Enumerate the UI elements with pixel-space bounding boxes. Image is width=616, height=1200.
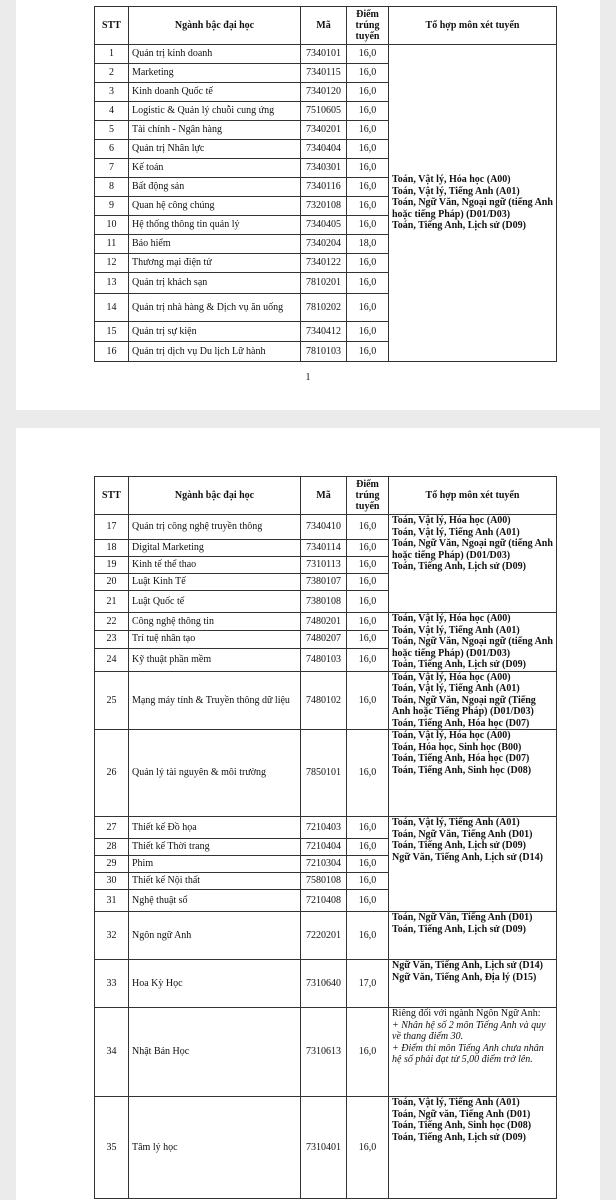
- table-header-row: [95, 7, 557, 45]
- table-row: [95, 730, 557, 817]
- major-code: 7340204: [301, 235, 347, 254]
- admission-score: 16,0: [347, 254, 389, 273]
- admission-table-2: [94, 476, 557, 1199]
- subject-combination: Toán, Vật lý, Tiếng Anh (A01): [392, 526, 520, 538]
- major-code: 7210404: [301, 839, 347, 856]
- major-name: Quản trị sự kiện: [129, 322, 301, 342]
- table-row: [95, 912, 557, 960]
- admission-score: 16,0: [347, 342, 389, 362]
- major-code: 7340410: [301, 515, 347, 540]
- row-number: 22: [95, 613, 129, 631]
- major-code: 7210304: [301, 856, 347, 873]
- major-code: 7310640: [301, 960, 347, 1008]
- admission-score: 16,0: [347, 648, 389, 671]
- major-name: Quản trị kinh doanh: [129, 45, 301, 64]
- subject-combination: Toán, Tiếng Anh, Sinh học (D08): [392, 1120, 532, 1131]
- page-number: 1: [305, 372, 311, 383]
- major-code: 7380108: [301, 591, 347, 613]
- major-code: 7210408: [301, 890, 347, 912]
- subject-combination: Toán, Tiếng Anh, Lịch sử (D09): [392, 561, 526, 572]
- major-name: Ngôn ngữ Anh: [129, 912, 301, 960]
- major-code: 7340405: [301, 216, 347, 235]
- header-ma: Mã: [301, 7, 347, 45]
- admission-score: 16,0: [347, 730, 389, 817]
- row-number: 30: [95, 873, 129, 890]
- header-stt: STT: [95, 477, 129, 515]
- subject-combination: Toán, Tiếng Anh, Lịch sử (D09): [392, 1131, 526, 1143]
- subject-combination: Toán, Vật lý, Hóa học (A00): [392, 671, 511, 683]
- row-number: 6: [95, 140, 129, 159]
- row-number: 13: [95, 273, 129, 294]
- subject-combination: Toán, Vật lý, Hóa học (A00): [392, 730, 511, 741]
- major-code: 7340412: [301, 322, 347, 342]
- row-number: 9: [95, 197, 129, 216]
- admission-score: 16,0: [347, 839, 389, 856]
- admission-score: 16,0: [347, 102, 389, 121]
- row-number: 25: [95, 671, 129, 730]
- major-name: Marketing: [129, 64, 301, 83]
- subject-combination: Toán, Vật lý, Tiếng Anh (A01): [392, 624, 520, 636]
- row-number: 8: [95, 178, 129, 197]
- admission-score: 16,0: [347, 64, 389, 83]
- major-name: Quản trị khách sạn: [129, 273, 301, 294]
- header-tohop: Tổ hợp môn xét tuyển: [389, 477, 557, 515]
- subject-combination: Toán, Ngữ văn, Tiếng Anh (D01): [392, 1108, 531, 1120]
- table-row: [95, 671, 557, 730]
- admission-score: 16,0: [347, 197, 389, 216]
- major-code: 7810201: [301, 273, 347, 294]
- admission-score: 16,0: [347, 1097, 389, 1199]
- admission-score: 16,0: [347, 540, 389, 557]
- subject-combination: Toán, Tiếng Anh, Hóa học (D07): [392, 753, 530, 764]
- row-number: 18: [95, 540, 129, 557]
- major-name: Phim: [129, 856, 301, 873]
- subject-combination: Toán, Tiếng Anh, Lịch sử (D09): [392, 923, 526, 935]
- major-code: 7310401: [301, 1097, 347, 1199]
- row-number: 11: [95, 235, 129, 254]
- table-row: [95, 45, 557, 64]
- subject-combination-cell: [389, 45, 557, 362]
- major-code: 7480102: [301, 671, 347, 730]
- row-number: 10: [95, 216, 129, 235]
- row-number: 28: [95, 839, 129, 856]
- major-name: Quản trị dịch vụ Du lịch Lữ hành: [129, 342, 301, 362]
- subject-combination: Toán, Ngữ Văn, Tiếng Anh (D01): [392, 912, 533, 923]
- note-item: + Nhân hệ số 2 môn Tiếng Anh và quy về thang điểm 30.: [392, 1019, 546, 1042]
- major-name: Nghệ thuật số: [129, 890, 301, 912]
- major-name: Digital Marketing: [129, 540, 301, 557]
- admission-score: 16,0: [347, 45, 389, 64]
- table-row: [95, 515, 557, 540]
- major-name: Kế toán: [129, 159, 301, 178]
- major-name: Quản trị công nghệ truyền thông: [129, 515, 301, 540]
- row-number: 5: [95, 121, 129, 140]
- english-note-cell: [389, 1008, 557, 1097]
- admission-score: 16,0: [347, 322, 389, 342]
- major-name: Kỹ thuật phần mềm: [129, 648, 301, 671]
- row-number: 23: [95, 630, 129, 648]
- subject-combination: Toán, Ngữ Văn, Tiếng Anh (D01): [392, 828, 533, 840]
- subject-combination: Toán, Vật lý, Hóa học (A00): [392, 613, 511, 624]
- subject-combination-cell: [389, 515, 557, 613]
- major-code: 7380107: [301, 574, 347, 591]
- row-number: 27: [95, 817, 129, 839]
- major-code: 7310113: [301, 557, 347, 574]
- subject-combination-cell: [389, 912, 557, 960]
- row-number: 35: [95, 1097, 129, 1199]
- row-number: 3: [95, 83, 129, 102]
- subject-combination: Toán, Vật lý, Hóa học (A00): [392, 515, 511, 526]
- subject-combination: Toán, Vật lý, Tiếng Anh (A01): [392, 817, 520, 828]
- major-code: 7310613: [301, 1008, 347, 1097]
- major-name: Luật Quốc tế: [129, 591, 301, 613]
- row-number: 29: [95, 856, 129, 873]
- subject-combination-cell: [389, 730, 557, 817]
- admission-score: 16,0: [347, 140, 389, 159]
- row-number: 32: [95, 912, 129, 960]
- header-diem: Điểm trúng tuyển: [347, 477, 389, 515]
- major-code: 7510605: [301, 102, 347, 121]
- header-nganh: Ngành bậc đại học: [129, 7, 301, 45]
- major-code: 7580108: [301, 873, 347, 890]
- admission-score: 16,0: [347, 591, 389, 613]
- row-number: 15: [95, 322, 129, 342]
- major-code: 7480207: [301, 630, 347, 648]
- table-row: [95, 960, 557, 1008]
- subject-combination: Toán, Tiếng Anh, Hóa học (D07): [392, 717, 530, 729]
- admission-score: 16,0: [347, 557, 389, 574]
- header-ma: Mã: [301, 477, 347, 515]
- admission-score: 16,0: [347, 671, 389, 730]
- major-name: Tài chính - Ngân hàng: [129, 121, 301, 140]
- major-name: Nhật Bản Học: [129, 1008, 301, 1097]
- row-number: 12: [95, 254, 129, 273]
- major-code: 7220201: [301, 912, 347, 960]
- document-page-1: [16, 0, 600, 410]
- admission-score: 16,0: [347, 817, 389, 839]
- row-number: 7: [95, 159, 129, 178]
- header-nganh: Ngành bậc đại học: [129, 477, 301, 515]
- subject-combination: Toán, Ngữ Văn, Ngoại ngữ (Tiếng Anh hoặc Tiếng Pháp) (D01/D03): [392, 694, 536, 717]
- subject-combination: Toán, Tiếng Anh, Lịch sử (D09): [392, 840, 526, 851]
- major-name: Thương mại điện tử: [129, 254, 301, 273]
- note-item: + Điểm thi môn Tiếng Anh chưa nhân hệ số phải đạt từ 5,00 điểm trở lên.: [392, 1042, 544, 1065]
- subject-combination: Toán, Tiếng Anh, Lịch sử (D09): [392, 220, 526, 232]
- admission-score: 16,0: [347, 273, 389, 294]
- header-tohop: Tổ hợp môn xét tuyển: [389, 7, 557, 45]
- subject-combination: Toán, Vật lý, Tiếng Anh (A01): [392, 683, 520, 694]
- major-code: 7340114: [301, 540, 347, 557]
- major-name: Thiết kế Nội thất: [129, 873, 301, 890]
- major-name: Kinh doanh Quốc tế: [129, 83, 301, 102]
- major-name: Logistic & Quản lý chuỗi cung ứng: [129, 102, 301, 121]
- document-page-2: [16, 428, 600, 1200]
- row-number: 20: [95, 574, 129, 591]
- row-number: 31: [95, 890, 129, 912]
- header-stt: STT: [95, 7, 129, 45]
- table-row: [95, 613, 557, 631]
- major-name: Công nghệ thông tin: [129, 613, 301, 631]
- row-number: 16: [95, 342, 129, 362]
- row-number: 24: [95, 648, 129, 671]
- subject-combination: Toán, Vật lý, Tiếng Anh (A01): [392, 1097, 520, 1108]
- subject-combination: Toán, Ngữ Văn, Ngoại ngữ (tiếng Anh hoặc tiếng Pháp) (D01/D03): [392, 538, 553, 561]
- major-code: 7340116: [301, 178, 347, 197]
- major-name: Hệ thống thông tin quản lý: [129, 216, 301, 235]
- subject-combination: Toán, Ngữ Văn, Ngoại ngữ (tiếng Anh hoặc tiếng Pháp) (D01/D03): [392, 197, 553, 220]
- admission-score: 16,0: [347, 121, 389, 140]
- admission-score: 16,0: [347, 515, 389, 540]
- major-code: 7340101: [301, 45, 347, 64]
- major-name: Luật Kinh Tế: [129, 574, 301, 591]
- major-name: Bất động sản: [129, 178, 301, 197]
- subject-combination: Toán, Vật lý, Tiếng Anh (A01): [392, 185, 520, 197]
- major-code: 7340404: [301, 140, 347, 159]
- table-row: [95, 1008, 557, 1097]
- major-name: Thiết kế Đồ họa: [129, 817, 301, 839]
- subject-combination-cell: [389, 671, 557, 730]
- major-name: Bảo hiểm: [129, 235, 301, 254]
- row-number: 14: [95, 294, 129, 322]
- admission-score: 17,0: [347, 960, 389, 1008]
- major-code: 7340201: [301, 121, 347, 140]
- major-code: 7810202: [301, 294, 347, 322]
- admission-score: 16,0: [347, 216, 389, 235]
- major-code: 7340120: [301, 83, 347, 102]
- major-code: 7340115: [301, 64, 347, 83]
- admission-score: 16,0: [347, 613, 389, 631]
- note-intro: Riêng đối với ngành Ngôn Ngữ Anh:: [392, 1008, 541, 1019]
- subject-combination-cell: [389, 960, 557, 1008]
- major-name: Quản trị nhà hàng & Dịch vụ ăn uống: [129, 294, 301, 322]
- major-name: Quan hệ công chúng: [129, 197, 301, 216]
- subject-combination: Toán, Tiếng Anh, Lịch sử (D09): [392, 659, 526, 670]
- admission-score: 16,0: [347, 1008, 389, 1097]
- subject-combination: Ngữ Văn, Tiếng Anh, Lịch sử (D14): [392, 960, 543, 971]
- admission-score: 16,0: [347, 890, 389, 912]
- row-number: 1: [95, 45, 129, 64]
- subject-combination-cell: [389, 817, 557, 912]
- admission-score: 18,0: [347, 235, 389, 254]
- table-row: [95, 1097, 557, 1199]
- admission-score: 16,0: [347, 294, 389, 322]
- major-code: 7480103: [301, 648, 347, 671]
- header-diem: Điểm trúng tuyển: [347, 7, 389, 45]
- subject-combination: Toán, Vật lý, Hóa học (A00): [392, 174, 511, 186]
- major-name: Tâm lý học: [129, 1097, 301, 1199]
- admission-score: 16,0: [347, 630, 389, 648]
- major-name: Mạng máy tính & Truyền thông dữ liệu: [129, 671, 301, 730]
- admission-score: 16,0: [347, 873, 389, 890]
- admission-score: 16,0: [347, 83, 389, 102]
- major-code: 7480201: [301, 613, 347, 631]
- row-number: 21: [95, 591, 129, 613]
- major-name: Kinh tế thể thao: [129, 557, 301, 574]
- table-header-row: [95, 477, 557, 515]
- row-number: 34: [95, 1008, 129, 1097]
- major-code: 7340301: [301, 159, 347, 178]
- major-code: 7210403: [301, 817, 347, 839]
- major-name: Quản lý tài nguyên & môi trường: [129, 730, 301, 817]
- table-row: [95, 817, 557, 839]
- row-number: 2: [95, 64, 129, 83]
- major-code: 7340122: [301, 254, 347, 273]
- admission-score: 16,0: [347, 178, 389, 197]
- subject-combination: Ngữ Văn, Tiếng Anh, Lịch sử (D14): [392, 851, 543, 863]
- row-number: 26: [95, 730, 129, 817]
- admission-table-1: [94, 6, 557, 362]
- subject-combination: Toán, Ngữ Văn, Ngoại ngữ (tiếng Anh hoặc tiếng Pháp) (D01/D03): [392, 636, 553, 659]
- major-name: Trí tuệ nhân tạo: [129, 630, 301, 648]
- major-name: Quản trị Nhân lực: [129, 140, 301, 159]
- major-code: 7810103: [301, 342, 347, 362]
- admission-score: 16,0: [347, 574, 389, 591]
- major-code: 7320108: [301, 197, 347, 216]
- subject-combination: Toán, Tiếng Anh, Sinh học (D08): [392, 764, 532, 776]
- subject-combination: Ngữ Văn, Tiếng Anh, Địa lý (D15): [392, 971, 537, 983]
- admission-score: 16,0: [347, 856, 389, 873]
- major-name: Hoa Kỳ Học: [129, 960, 301, 1008]
- row-number: 19: [95, 557, 129, 574]
- admission-score: 16,0: [347, 159, 389, 178]
- subject-combination-cell: [389, 613, 557, 672]
- major-name: Thiết kế Thời trang: [129, 839, 301, 856]
- major-code: 7850101: [301, 730, 347, 817]
- subject-combination-cell: [389, 1097, 557, 1199]
- row-number: 17: [95, 515, 129, 540]
- row-number: 33: [95, 960, 129, 1008]
- row-number: 4: [95, 102, 129, 121]
- admission-score: 16,0: [347, 912, 389, 960]
- subject-combination: Toán, Hóa học, Sinh học (B00): [392, 741, 522, 753]
